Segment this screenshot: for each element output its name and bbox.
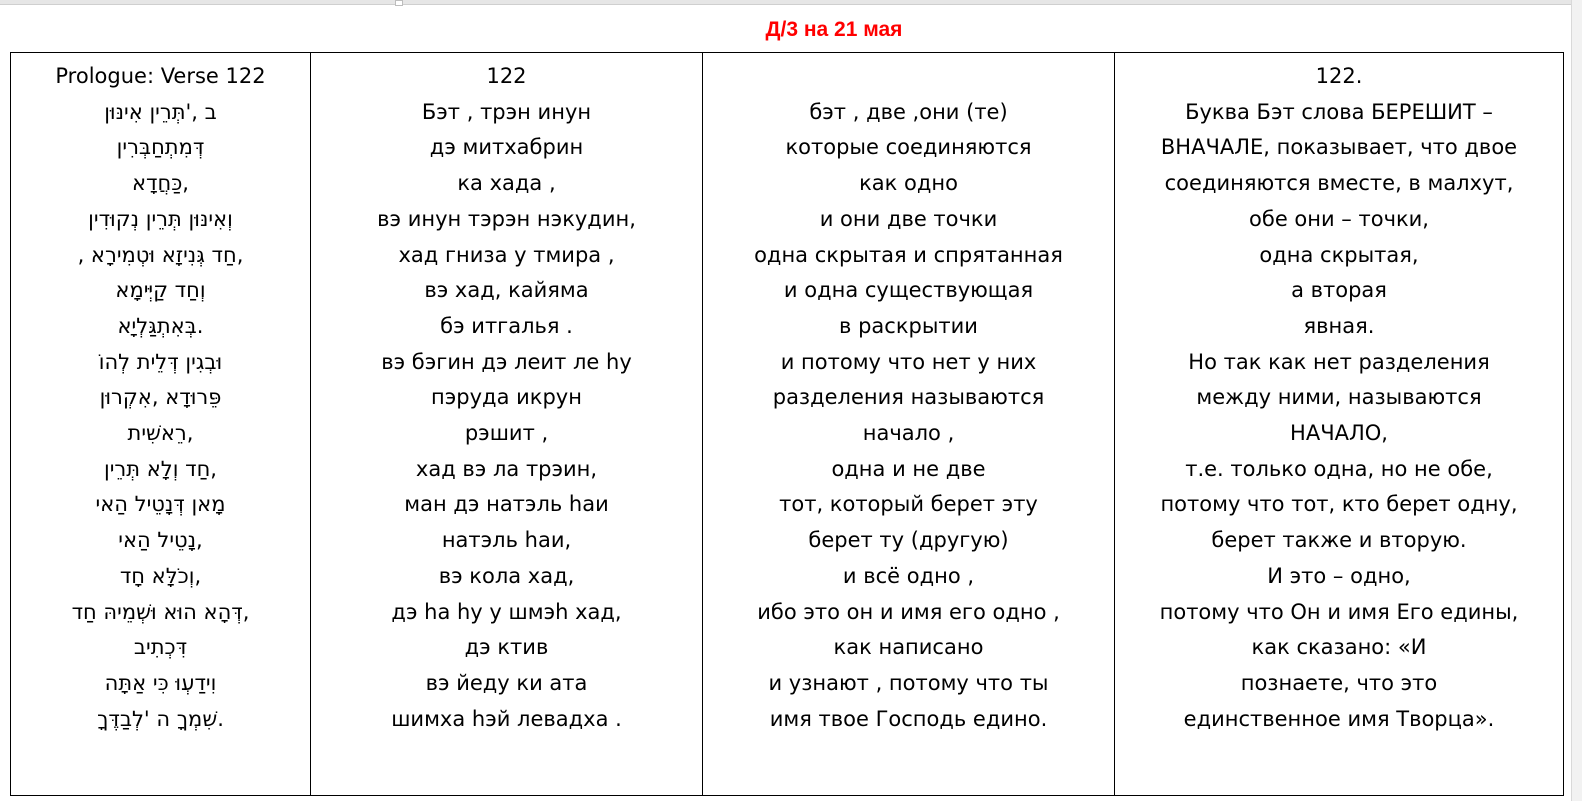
table-row — [11, 53, 1564, 796]
hebrew-line: פֵּרוּדָא ,אִקְרוּן — [99, 385, 222, 410]
literal-line: и они две точки — [819, 206, 998, 231]
literal-line: как написано — [833, 635, 984, 660]
page-title: Д/3 на 21 мая — [765, 18, 903, 41]
transliteration-line: вэ кола хад, — [438, 563, 575, 588]
transliteration-line: вэ йеду ки ата — [425, 670, 588, 695]
hebrew-line: Prologue: Verse 122 — [55, 64, 266, 88]
transliteration-column — [311, 53, 703, 796]
hebrew-line: דְּמִתְחַבְּרִין — [116, 135, 205, 160]
translation-line: а вторая — [1291, 278, 1387, 303]
hebrew-line: ,רֵאשִׁית — [127, 421, 194, 446]
translation-line: явная. — [1303, 313, 1375, 338]
literal-line: и узнают , потому что ты — [768, 670, 1049, 695]
ruler-bar — [0, 0, 1582, 5]
translation-line: берет также и вторую. — [1211, 528, 1467, 553]
hebrew-line: וּבְגִין דְּלֵית לְהוֹ — [98, 349, 223, 374]
hebrew-line: וְאִינּוּן תְּרֵין נְקוּדִין — [88, 206, 233, 231]
translation-line: Буква Бэт слова БЕРЕШИТ – — [1185, 99, 1493, 124]
translation-line: НАЧАЛО, — [1290, 421, 1388, 446]
hebrew-line: .בְּאִתְגַּלְיָא — [117, 313, 204, 338]
literal-line: ибо это он и имя его одно , — [757, 599, 1060, 624]
verse-table — [10, 52, 1564, 796]
ruler-marker[interactable] — [395, 0, 403, 6]
translation-line: соединяются вместе, в малхут, — [1164, 171, 1514, 196]
hebrew-line: וִידַעְוּ כִּי אַתָּה — [104, 670, 217, 695]
literal-line — [709, 59, 1108, 95]
translation-line: одна скрытая, — [1259, 242, 1419, 267]
hebrew-line: מָאן דְּנָטֵיל הַאי — [95, 492, 226, 517]
transliteration-line: шимха hэй левадха . — [391, 706, 622, 731]
literal-line: которые соединяются — [785, 135, 1032, 160]
translation-line: т.е. только одна, но не обе, — [1185, 456, 1493, 481]
literal-line: как одно — [859, 171, 958, 196]
literal-line: имя твое Господь едино. — [769, 706, 1048, 731]
hebrew-line: ב ,'תְּרֵין אִינּוּן — [104, 99, 217, 124]
translation-line: познаете, что это — [1240, 670, 1438, 695]
transliteration-line: вэ инун тэрэн нэкудин, — [377, 206, 636, 231]
literal-translation-column — [703, 53, 1115, 796]
literal-line: и потому что нет у них — [780, 349, 1037, 374]
translation-line: потому что Он и имя Его едины, — [1159, 599, 1519, 624]
translation-line: ВНАЧАЛЕ, показывает, что двое — [1160, 135, 1518, 160]
hebrew-line: ,חַד וְלָא תְּרֵין — [104, 456, 217, 481]
transliteration-line: бэ итгалья . — [440, 313, 573, 338]
hebrew-line: ,דְּהָא הוּא וּשְׁמֵיהּ חַד — [71, 599, 250, 624]
page-edge — [1571, 0, 1582, 801]
hebrew-line: ,כַּחֲדָא — [131, 171, 189, 196]
transliteration-line: дэ митхабрин — [429, 135, 584, 160]
translation-line: между ними, называются — [1196, 385, 1482, 410]
transliteration-line: Бэт , трэн инун — [421, 99, 592, 124]
transliteration-line: хад гниза у тмира , — [398, 242, 615, 267]
literal-line: в раскрытии — [839, 313, 978, 338]
literal-line: разделения называются — [772, 385, 1045, 410]
translation-line: 122. — [1315, 64, 1363, 88]
hebrew-line: וְחַד קַיְּימָא — [115, 278, 206, 303]
transliteration-line: пэруда икрун — [431, 385, 582, 410]
literal-line: начало , — [862, 421, 955, 446]
hebrew-column — [11, 53, 311, 796]
transliteration-line: натэль hаи, — [441, 528, 572, 553]
literal-line: бэт , две ,они (те) — [809, 99, 1008, 124]
literal-line: тот, который берет эту — [779, 492, 1038, 517]
literal-line: одна скрытая и спрятанная — [754, 242, 1063, 267]
translation-line: потому что тот, кто берет одну, — [1160, 492, 1518, 517]
translation-line: обе они – точки, — [1249, 206, 1429, 231]
translation-column — [1115, 53, 1564, 796]
literal-line: берет ту (другую) — [808, 528, 1009, 553]
transliteration-line: вэ хад, кайяма — [424, 278, 589, 303]
translation-line: как сказано: «И — [1251, 635, 1427, 660]
literal-line: и одна существующая — [783, 278, 1034, 303]
translation-line: Но так как нет разделения — [1188, 349, 1490, 374]
transliteration-line: хад вэ ла трэин, — [415, 456, 598, 481]
translation-line: единственное имя Творца». — [1183, 706, 1495, 731]
transliteration-line: дэ ктив — [464, 635, 549, 660]
literal-line: одна и не две — [831, 456, 986, 481]
transliteration-line: дэ hа hу у шмэh хад, — [391, 599, 622, 624]
transliteration-line: вэ бэгин дэ леит ле hу — [381, 349, 632, 374]
transliteration-line: 122 — [486, 64, 527, 88]
hebrew-line: דִּכְתִיב — [133, 635, 188, 660]
transliteration-line: рэшит , — [464, 421, 549, 446]
hebrew-line: ,וְכֹלָּא חָד — [119, 563, 202, 588]
transliteration-line: ман дэ натэль hаи — [404, 492, 609, 517]
hebrew-line: ,נָטֵיל הַאי — [118, 528, 203, 553]
transliteration-line: ка хада , — [457, 171, 556, 196]
hebrew-line: ,חַד גְּנִיזָא וּטְמִירָא , — [77, 242, 244, 267]
translation-line: И это – одно, — [1267, 563, 1411, 588]
literal-line: и всё одно , — [842, 563, 975, 588]
hebrew-line: .שִׁמְךָ ה 'לְבַדֶּךָ — [97, 706, 224, 731]
